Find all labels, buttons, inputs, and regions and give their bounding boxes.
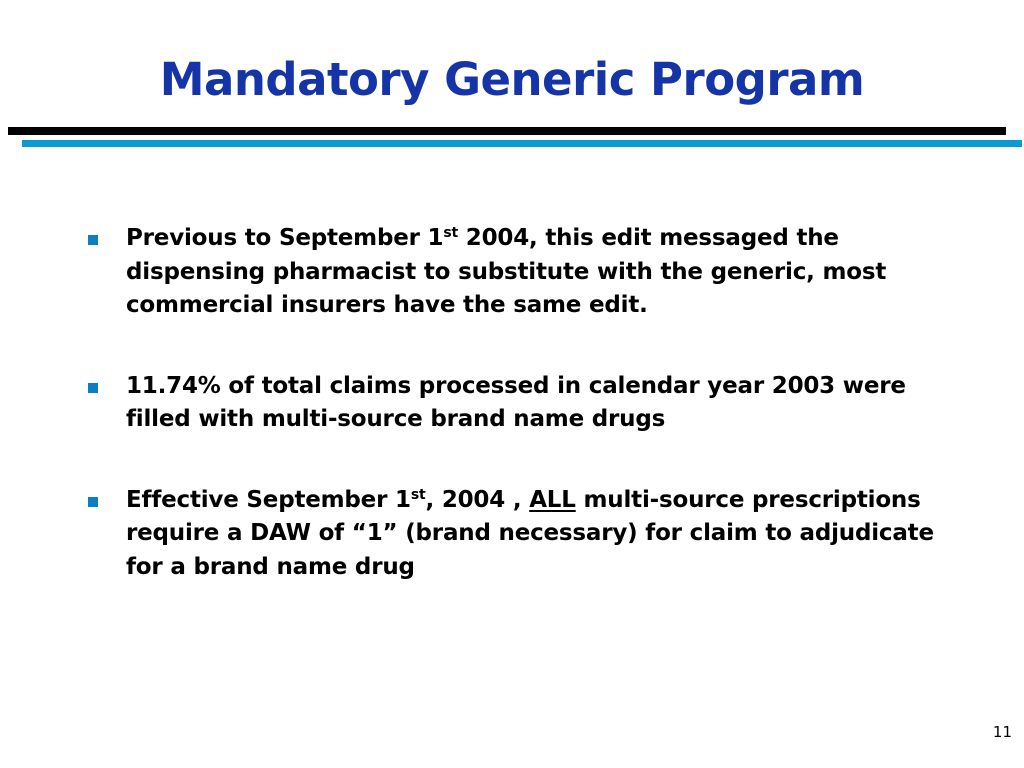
ordinal-superscript: st: [410, 486, 426, 503]
bullet-item: [88, 222, 948, 323]
square-bullet-icon: [88, 383, 98, 393]
emphasis-underlined: ALL: [529, 486, 576, 513]
slide-title: Mandatory Generic Program: [159, 53, 865, 106]
title-underline-rule: [8, 127, 1006, 135]
bullet-text: , 2004 ,: [425, 486, 530, 513]
bullet-item: [88, 370, 948, 437]
bullet-text: Previous to September 1: [126, 225, 444, 251]
accent-rule: [22, 140, 1022, 147]
bullet-list: [88, 222, 948, 584]
bullet-text: multi-source prescriptions require a DAW of “1” (brand necessary) for claim to adjudicate for a brand name drug: [126, 486, 934, 580]
bullet-item: [88, 484, 948, 585]
page-number: 11: [992, 723, 1012, 741]
bullet-text: 11.74% of total claims processed in calendar year 2003 were filled with multi-source brand name drugs: [126, 372, 906, 432]
bullet-text: 2004, this edit messaged the dispensing pharmacist to substitute with the generic, most commercial insurers have the same edit.: [126, 225, 887, 318]
square-bullet-icon: [88, 235, 98, 245]
square-bullet-icon: [88, 497, 98, 507]
bullet-text: Effective September 1: [126, 486, 411, 513]
ordinal-superscript: st: [443, 225, 458, 241]
